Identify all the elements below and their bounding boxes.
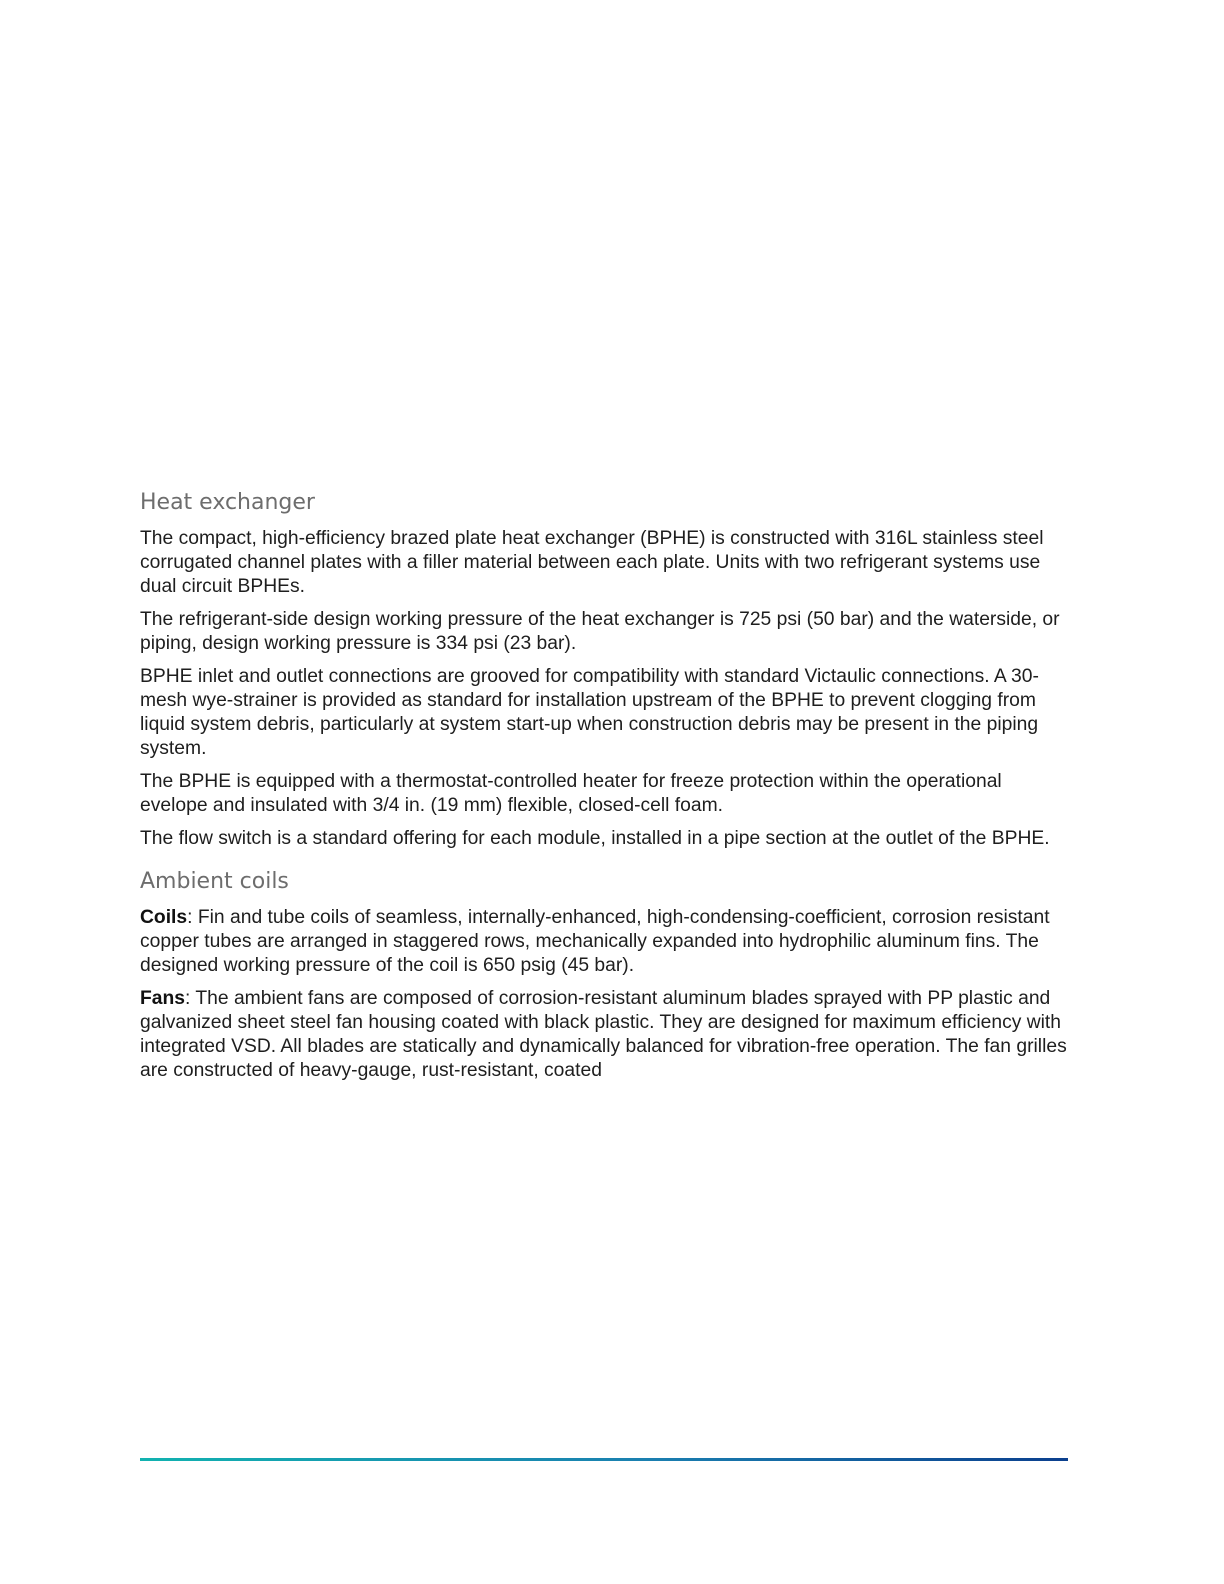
fans-description: : The ambient fans are composed of corrosion-resistant aluminum blades sprayed with PP plastic and galvanized sheet steel fan housing coated with black plastic. They are designed for maximum efficiency with integrated VSD. All blades are statically and dynamically balanced for vibration-free operation. The fan grilles are constructed of heavy-gauge, rust-resistant, coated <box>140 988 1067 1081</box>
section-heading-heat-exchanger: Heat exchanger <box>140 490 315 515</box>
paragraph-heater-insulation: The BPHE is equipped with a thermostat-controlled heater for freeze protection within the operational evelope and insulated with 3/4 in. (19 mm) flexible, closed-cell foam. <box>140 771 1002 816</box>
paragraph-flow-switch: The flow switch is a standard offering for each module, installed in a pipe section at the outlet of the BPHE. <box>140 828 1050 849</box>
coils-description: : Fin and tube coils of seamless, internally-enhanced, high-condensing-coefficient, corrosion resistant copper tubes are arranged in staggered rows, mechanically expanded into hydrophilic aluminum fins. The designed working pressure of the coil is 650 psig (45 bar). <box>140 907 1050 976</box>
paragraph-working-pressure: The refrigerant-side design working pressure of the heat exchanger is 725 psi (50 bar) and the waterside, or piping, design working pressure is 334 psi (23 bar). <box>140 609 1060 654</box>
footer-divider-rule <box>140 1458 1068 1461</box>
paragraph-fans <box>140 987 1070 1083</box>
term-fans: Fans <box>140 988 186 1009</box>
section-heading-ambient-coils: Ambient coils <box>140 869 289 894</box>
term-coils: Coils <box>140 907 188 928</box>
document-body <box>140 488 1070 1092</box>
paragraph-coils <box>140 906 1070 978</box>
paragraph-bphe-construction: The compact, high-efficiency brazed plate heat exchanger (BPHE) is constructed with 316L stainless steel corrugated channel plates with a filler material between each plate. Units with two refrigerant systems use dual circuit BPHEs. <box>140 528 1044 597</box>
paragraph-connections-strainer: BPHE inlet and outlet connections are grooved for compatibility with standard Victaulic connections. A 30-mesh wye-strainer is provided as standard for installation upstream of the BPHE to prevent clogging from liquid system debris, particularly at system start-up when construction debris may be present in the piping system. <box>140 666 1039 759</box>
